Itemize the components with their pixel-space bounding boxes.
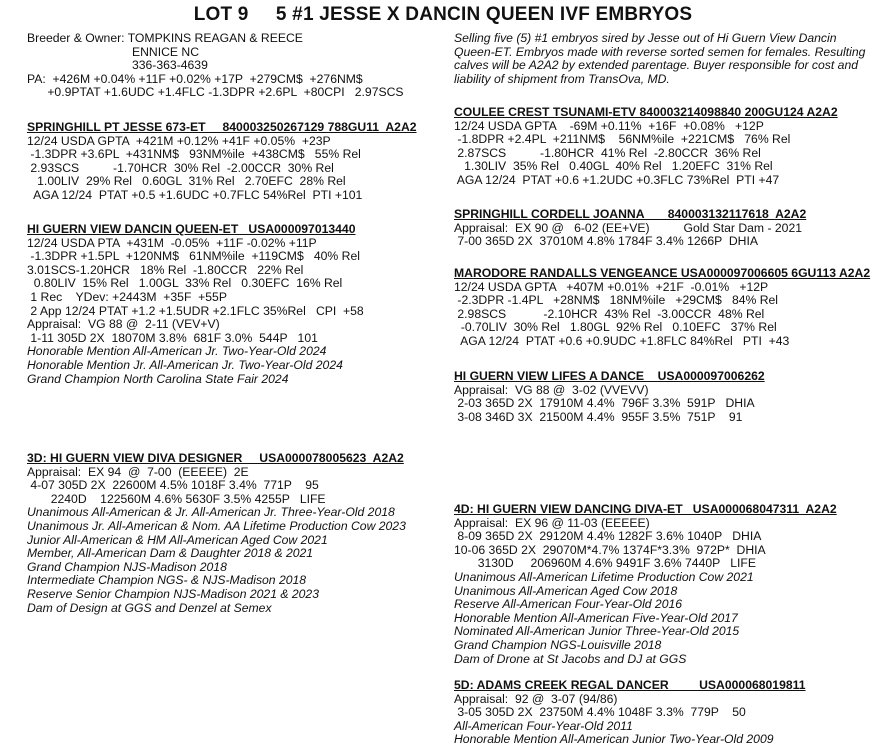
sire-dam-appraisal: Appraisal: EX 90 @ 6-02 (EE+VE) Gold Star Dam - 2021 [454,220,803,235]
dam-stat-line: 0.80LIV 15% Rel 1.00GL 33% Rel 0.30EFC 16% Rel [27,276,343,291]
sire-sire-header: COULEE CREST TSUNAMI-ETV 840003214098840 200GU124 A2A2 [454,105,838,119]
breeder-city: ENNICE NC [27,44,200,59]
dam-stat-line: -1.3DPR +1.5PL +120NM$ 61NM%ile +119CM$ 40% Rel [27,249,360,264]
dam-dam-block [454,370,874,424]
d4-honor: Nominated All-American Junior Three-Year-Old 2015 [454,624,740,639]
dam-header: HI GUERN VIEW DANCIN QUEEN-ET USA000097013440 [27,222,356,236]
dam-sire-header: MARODORE RANDALLS VENGEANCE USA000097006605 6GU113 A2A2 [454,266,871,280]
dam-sire-stat-line: -0.70LIV 30% Rel 1.80GL 92% Rel 0.10EFC 37% Rel [454,320,777,335]
sire-stat-line: -1.3DPR +3.6PL +431NM$ 93NM%ile +438CM$ 55% Rel [27,147,361,162]
dam-sire-stat-line: -2.3DPR -1.4PL +28NM$ 18NM%ile +29CM$ 84% Rel [454,293,779,308]
sire-dam-block [454,208,874,249]
dam-dam-record: 2-03 365D 2X 17910M 4.4% 796F 3.3% 591P DHIA [454,396,755,411]
sire-stat-line: 2.93SCS -1.70HCR 30% Rel -2.00CCR 30% Rel [27,160,334,175]
dam-honor: Honorable Mention Jr. All-American Jr. Two-Year-Old 2024 [27,357,343,372]
d4-honor: Dam of Drone at St Jacobs and DJ at GGS [454,651,687,666]
dam-dam-record: 3-08 346D 3X 21500M 4.4% 955F 3.5% 751P 91 [454,409,743,424]
d3-appraisal: Appraisal: EX 94 @ 7-00 (EEEEE) 2E [27,464,249,479]
sire-header: SPRINGHILL PT JESSE 673-ET 840003250267129 788GU11 A2A2 [27,120,417,134]
d4-appraisal: Appraisal: EX 96 @ 11-03 (EEEEE) [454,515,650,530]
breeder-phone: 336-363-4639 [27,58,208,73]
sire-sire-stat-line: 2.87SCS -1.80HCR 41% Rel -2.80CCR 36% Rel [454,145,761,160]
dam-stat-line: 12/24 USDA PTA +431M -0.05% +11F -0.02% +11P [27,235,317,250]
d4-record: 10-06 365D 2X 29070M*4.7% 1374F*3.3% 972P* DHIA [454,542,766,557]
sire-sire-stat-line: -1.8DPR +2.4PL +211NM$ 56NM%ile +221CM$ 76% Rel [454,132,791,147]
d4-honor: Unanimous All-American Aged Cow 2018 [454,583,678,598]
dam-dam-header: HI GUERN VIEW LIFES A DANCE USA000097006262 [454,369,765,383]
d5-appraisal: Appraisal: 92 @ 3-07 (94/86) [454,691,618,706]
d3-honor: Dam of Design at GGS and Denzel at Semex [27,600,272,615]
dam-sire-stat-line: AGA 12/24 PTAT +0.6 +0.9UDC +1.8FLC 84%Rel PTI +43 [454,333,790,348]
intro-block [454,32,866,86]
sire-dam-record: 7-00 365D 2X 37010M 4.8% 1784F 3.4% 1266P DHIA [454,234,758,249]
sire-stat-line: AGA 12/24 PTAT +0.5 +1.6UDC +0.7FLC 54%Rel PTI +101 [27,187,363,202]
sire-sire-stat-line: 12/24 USDA GPTA -69M +0.11% +16F +0.08% +12P [454,118,764,133]
d4-record: 8-09 365D 2X 29120M 4.4% 1282F 3.6% 1040P DHIA [454,529,762,544]
dam-honor: Honorable Mention All-American Jr. Two-Year-Old 2024 [27,344,327,359]
d5-record: 3-05 305D 2X 23750M 4.4% 1048F 3.3% 779P 50 [454,705,746,720]
d5-honor: All-American Four-Year-Old 2011 [454,718,633,733]
d3-honor: Reserve Senior Champion NJS-Madison 2021 & 2023 [27,586,319,601]
d3-honor: Junior All-American & HM All-American Aged Cow 2021 [27,532,328,547]
d3-honor: Grand Champion NJS-Madison 2018 [27,559,227,574]
dam-block [27,223,447,386]
intro-text: Selling five (5) #1 embryos sired by Jesse out of Hi Guern View Dancin Queen-ET. Embryos made with reverse sorted semen for females. Resulting calves will be A2A2 by extended parentage. Buyer responsible for cost and liability of shipment from TransOva, MD. [454,31,866,86]
breeder-line: Breeder & Owner: TOMPKINS REAGAN & REECE [27,31,303,45]
d3-honor: Member, All-American Dam & Daughter 2018 & 2021 [27,546,314,561]
d4-honor: Reserve All-American Four-Year-Old 2016 [454,597,683,612]
dam-sire-stat-line: 2.98SCS -2.10HCR 43% Rel -3.00CCR 48% Rel [454,306,765,321]
sire-sire-block [454,106,874,188]
dam-appraisal: Appraisal: VG 88 @ 2-11 (VEV+V) [27,317,220,332]
d3-header: 3D: HI GUERN VIEW DIVA DESIGNER USA000078005623 A2A2 [27,451,404,465]
dam-sire-block [454,267,874,349]
d5-header: 5D: ADAMS CREEK REGAL DANCER USA000068019811 [454,678,806,692]
sire-dam-header: SPRINGHILL CORDELL JOANNA 840003132117618 A2A2 [454,207,807,221]
d5-block [454,679,874,747]
d3-honor: Unanimous Jr. All-American & Nom. AA Lifetime Production Cow 2023 [27,518,406,533]
d3-block [27,452,447,615]
d5-honor: Honorable Mention All-American Junior Two-Year-Old 2009 [454,732,774,747]
d3-record: 2240D 122560M 4.6% 5630F 3.5% 4255P LIFE [27,491,326,506]
d3-honor: Unanimous All-American & Jr. All-American Jr. Three-Year-Old 2018 [27,505,395,520]
dam-record: 1-11 305D 2X 18070M 3.8% 681F 3.0% 544P 101 [27,330,318,345]
pa-line: PA: +426M +0.04% +11F +0.02% +17P +279CM$ +276NM$ [27,71,363,86]
sire-block [27,121,447,203]
pa-line: +0.9PTAT +1.6UDC +1.4FLC -1.3DPR +2.6PL +80CPI 2.97SCS [27,85,404,100]
d4-honor: Honorable Mention All-American Five-Year-Old 2017 [454,610,738,625]
d4-block [454,503,874,666]
dam-dam-appraisal: Appraisal: VG 88 @ 3-02 (VVEVV) [454,382,649,397]
sire-sire-stat-line: AGA 12/24 PTAT +0.6 +1.2UDC +0.3FLC 73%Rel PTI +47 [454,172,780,187]
sire-stat-line: 12/24 USDA GPTA +421M +0.12% +41F +0.05% +23P [27,133,331,148]
d4-header: 4D: HI GUERN VIEW DANCING DIVA-ET USA000068047311 A2A2 [454,502,837,516]
sire-stat-line: 1.00LIV 29% Rel 0.60GL 31% Rel 2.70EFC 28% Rel [27,174,346,189]
breeder-block [27,32,447,100]
dam-stat-line: 2 App 12/24 PTAT +1.2 +1.5UDR +2.1FLC 35%Rel CPI +58 [27,303,364,318]
d4-record: 3130D 206960M 4.6% 9491F 3.6% 7440P LIFE [454,556,756,571]
dam-sire-stat-line: 12/24 USDA GPTA +407M +0.01% +21F -0.01% +12P [454,279,769,294]
d3-record: 4-07 305D 2X 22600M 4.5% 1018F 3.4% 771P 95 [27,478,319,493]
dam-stat-line: 1 Rec YDev: +2443M +35F +55P [27,289,227,304]
sire-sire-stat-line: 1.30LIV 35% Rel 0.40GL 40% Rel 1.20EFC 31% Rel [454,159,773,174]
lot-title: LOT 9 5 #1 JESSE X DANCIN QUEEN IVF EMBRYOS [193,4,693,25]
d4-honor: Grand Champion NGS-Louisville 2018 [454,637,662,652]
d4-honor: Unanimous All-American Lifetime Production Cow 2021 [454,569,754,584]
dam-stat-line: 3.01SCS-1.20HCR 18% Rel -1.80CCR 22% Rel [27,262,304,277]
d3-honor: Intermediate Champion NGS- & NJS-Madison 2018 [27,573,307,588]
dam-honor: Grand Champion North Carolina State Fair 2024 [27,371,289,386]
